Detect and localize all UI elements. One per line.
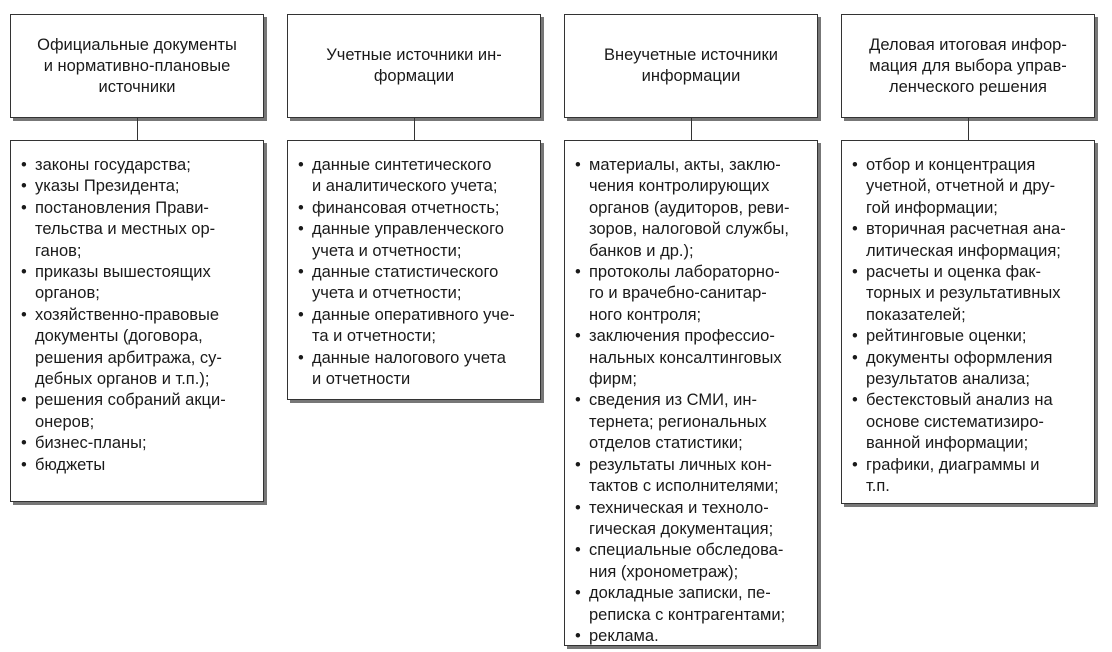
list-box	[564, 140, 818, 646]
list-item: • законы государства;	[19, 155, 255, 176]
header-text: Учетные источники ин- формации	[326, 46, 502, 85]
item-list	[850, 155, 1086, 498]
column-official-documents	[10, 14, 264, 502]
item-list	[573, 155, 809, 647]
list-item: • специальные обследова- ния (хронометраж);	[573, 540, 809, 583]
list-item: • данные налогового учета и отчетности	[296, 348, 532, 391]
list-item: • данные статистического учета и отчетности;	[296, 262, 532, 305]
header-box	[564, 14, 818, 118]
list-item: • результаты личных кон- тактов с исполнителями;	[573, 455, 809, 498]
list-item: • указы Президента;	[19, 176, 255, 197]
list-item: • документы оформления результатов анализа;	[850, 348, 1086, 391]
list-item: • данные оперативного уче- та и отчетности;	[296, 305, 532, 348]
header-box	[841, 14, 1095, 118]
list-item: • вторичная расчетная ана- литическая информация;	[850, 219, 1086, 262]
list-item: • рейтинговые оценки;	[850, 326, 1086, 347]
header-text: Внеучетные источники информации	[604, 46, 778, 85]
header-text: Деловая итоговая инфор- мация для выбора управ- ленческого решения	[869, 35, 1067, 96]
column-non-accounting-sources	[564, 14, 818, 646]
list-item: • финансовая отчетность;	[296, 198, 532, 219]
header-text: Официальные документы и нормативно-плановые источники	[37, 35, 237, 96]
list-item: • протоколы лабораторно- го и врачебно-санитар- ного контроля;	[573, 262, 809, 326]
list-item: • данные управленческого учета и отчетности;	[296, 219, 532, 262]
item-list	[19, 155, 255, 476]
list-item: • докладные записки, пе- реписка с контрагентами;	[573, 583, 809, 626]
column-accounting-sources	[287, 14, 541, 400]
header-box	[10, 14, 264, 118]
list-item: • расчеты и оценка фак- торных и результативных показателей;	[850, 262, 1086, 326]
list-item: • данные синтетического и аналитического учета;	[296, 155, 532, 198]
list-item: • материалы, акты, заклю- чения контролирующих органов (аудиторов, реви- зоров, налоговой службы, банков и др.);	[573, 155, 809, 262]
list-item: • бизнес-планы;	[19, 433, 255, 454]
list-box	[10, 140, 264, 502]
list-item: • реклама.	[573, 626, 809, 647]
list-item: • бестекстовый анализ на основе систематизиро- ванной информации;	[850, 390, 1086, 454]
list-item: • бюджеты	[19, 455, 255, 476]
list-item: • приказы вышестоящих органов;	[19, 262, 255, 305]
list-item: • постановления Прави- тельства и местных ор- ганов;	[19, 198, 255, 262]
connector-line	[968, 118, 969, 140]
list-item: • заключения профессио- нальных консалтинговых фирм;	[573, 326, 809, 390]
connector-line	[137, 118, 138, 140]
list-item: • отбор и концентрация учетной, отчетной и дру- гой информации;	[850, 155, 1086, 219]
header-box	[287, 14, 541, 118]
list-item: • графики, диаграммы и т.п.	[850, 455, 1086, 498]
list-box	[841, 140, 1095, 504]
list-box	[287, 140, 541, 400]
list-item: • сведения из СМИ, ин- тернета; региональных отделов статистики;	[573, 390, 809, 454]
list-item: • техническая и техноло- гическая документация;	[573, 498, 809, 541]
list-item: • решения собраний акци- онеров;	[19, 390, 255, 433]
column-business-summary-info	[841, 14, 1095, 504]
connector-line	[691, 118, 692, 140]
connector-line	[414, 118, 415, 140]
item-list	[296, 155, 532, 390]
list-item: • хозяйственно-правовые документы (договора, решения арбитража, су- дебных органов и т.п.);	[19, 305, 255, 391]
